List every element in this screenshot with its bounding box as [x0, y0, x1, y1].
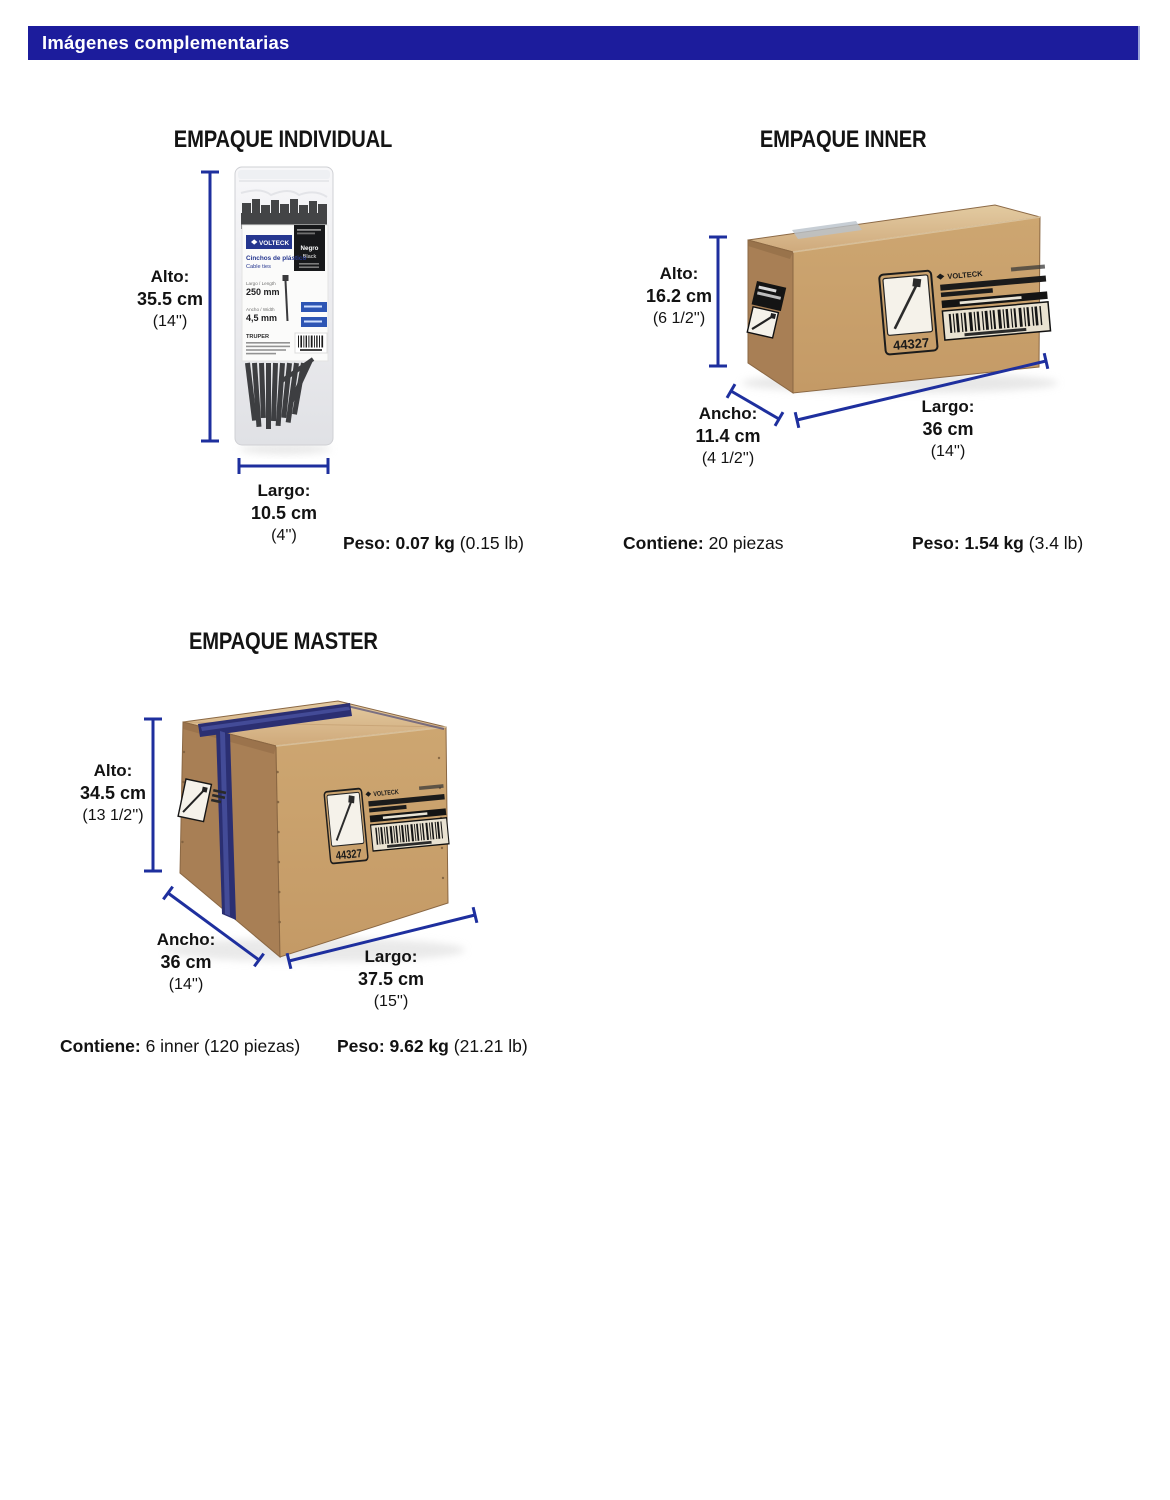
- individual-largo-block: Largo: 10.5 cm (4''): [250, 481, 318, 544]
- bag-product-en: Cable ties: [246, 264, 271, 270]
- bag-color-en: Black: [302, 254, 317, 260]
- bag-distributor: TRUPER: [246, 334, 269, 340]
- master-ancho-block: Ancho: 36 cm (14''): [156, 930, 216, 993]
- section-title-individual: EMPAQUE INDIVIDUAL: [173, 126, 393, 153]
- individual-alto-block: Alto: 35.5 cm (14''): [136, 267, 204, 330]
- inner-peso-row: Peso: 1.54 kg (3.4 lb): [912, 533, 1084, 553]
- bag-ancho-value: 4,5 mm: [246, 313, 278, 323]
- master-contiene-row: Contiene: 6 inner (120 piezas): [60, 1036, 301, 1056]
- bag-image: [225, 163, 345, 463]
- color-panel: [294, 225, 325, 271]
- bag-label: [242, 225, 328, 361]
- inner-box-image: [700, 193, 1080, 413]
- individual-peso-row: Peso: 0.07 kg (0.15 lb): [343, 533, 524, 553]
- bag-color-es: Negro: [300, 245, 319, 252]
- page-title: Imágenes complementarias: [42, 32, 290, 53]
- inner-contiene-row: Contiene: 20 piezas: [623, 533, 784, 553]
- bag-brand: VOLTECK: [259, 240, 290, 247]
- master-peso-row: Peso: 9.62 kg (21.21 lb): [337, 1036, 528, 1056]
- master-alto-block: Alto: 34.5 cm (13 1/2''): [79, 761, 147, 824]
- bag-ancho-label: Ancho / Width: [246, 307, 275, 312]
- inner-ancho-block: Ancho: 11.4 cm (4 1/2''): [695, 404, 761, 467]
- bag-barcode: [295, 333, 327, 353]
- header-bar: [28, 26, 1140, 60]
- inner-alto-block: Alto: 16.2 cm (6 1/2''): [645, 264, 713, 327]
- master-largo-block: Largo: 37.5 cm (15''): [357, 947, 425, 1010]
- bag-largo-label: Largo / Length: [246, 281, 276, 286]
- section-title-inner: EMPAQUE INNER: [759, 126, 927, 153]
- inner-largo-block: Largo: 36 cm (14''): [921, 397, 975, 460]
- bag-largo-value: 250 mm: [246, 287, 280, 297]
- bag-product-es: Cinchos de plástico: [246, 255, 307, 262]
- section-title-master: EMPAQUE MASTER: [188, 628, 378, 655]
